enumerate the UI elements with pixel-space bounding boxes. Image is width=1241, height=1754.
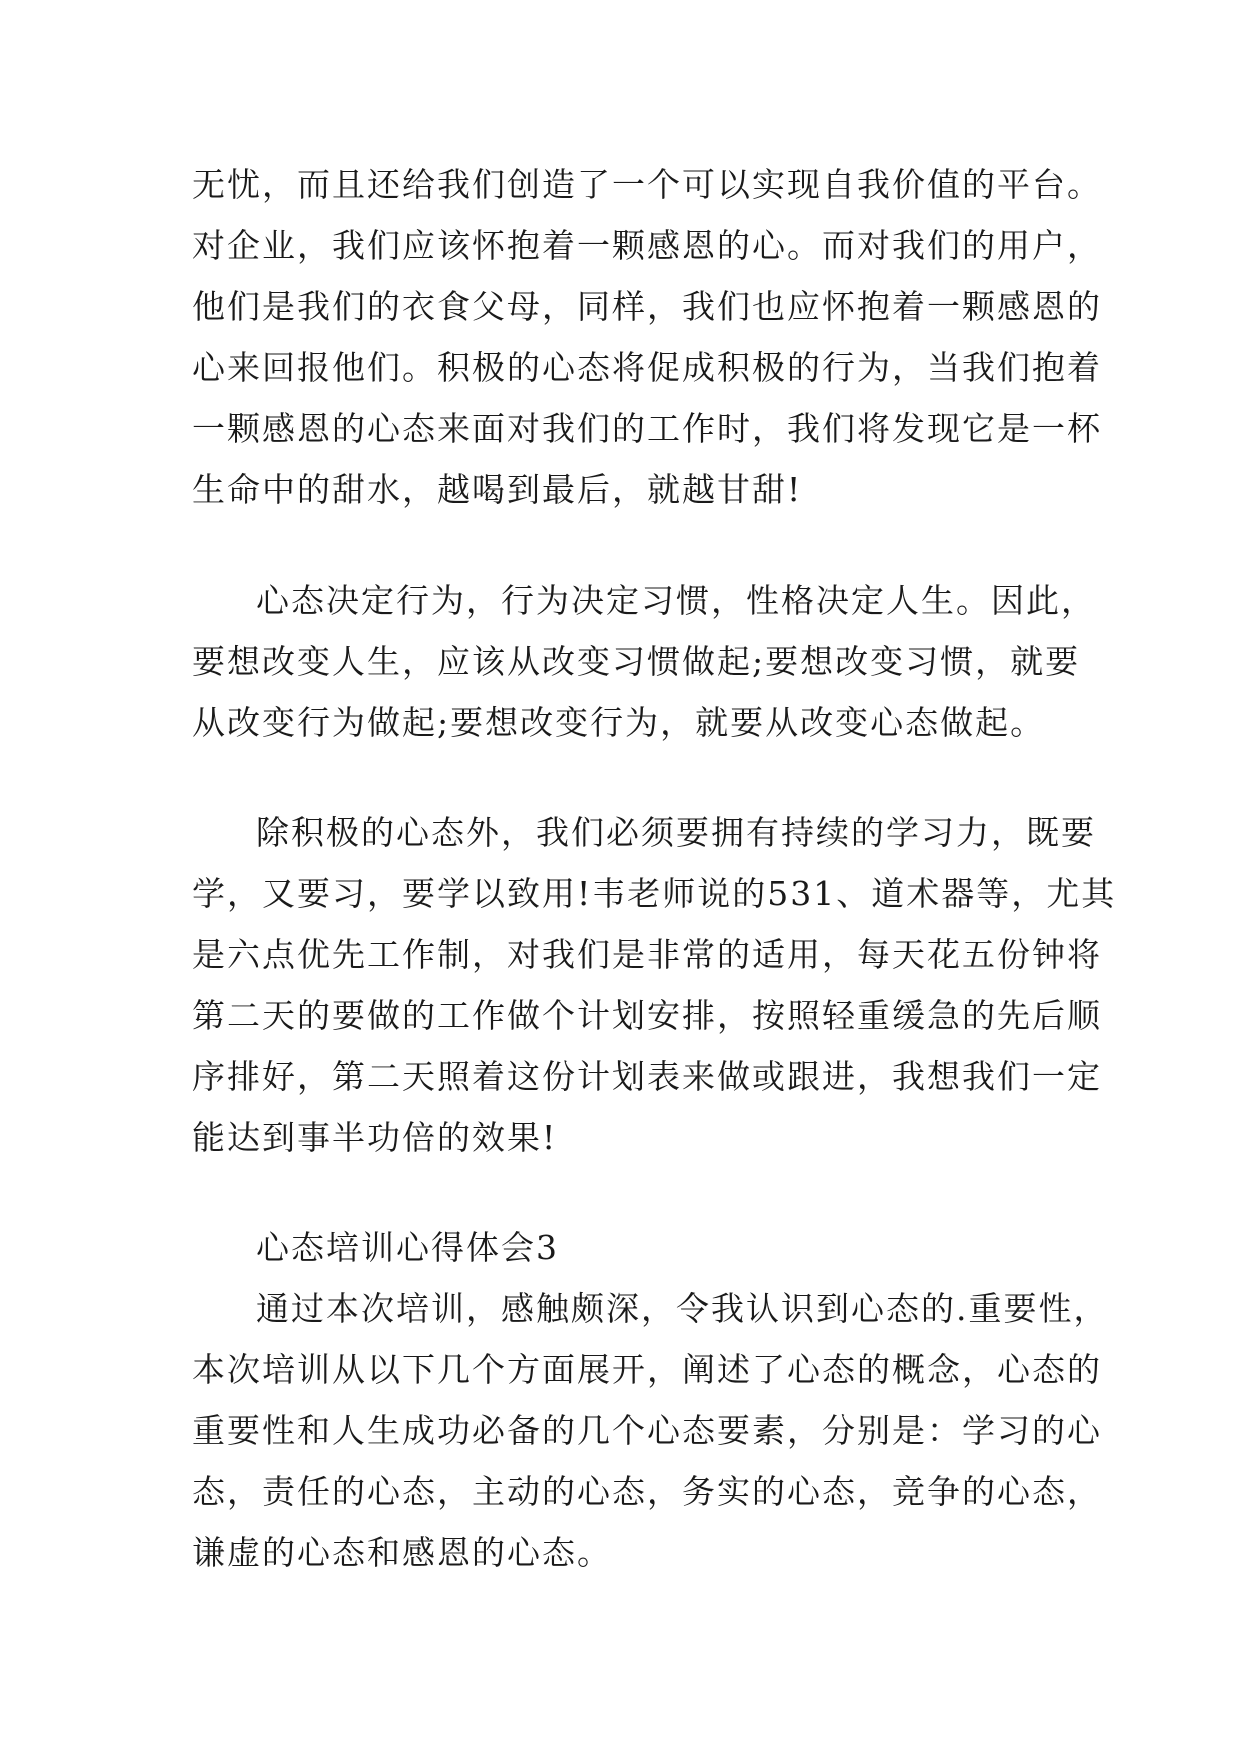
- paragraph-line: 序排好，第二天照着这份计划表来做或跟进，我想我们一定: [192, 1057, 1102, 1096]
- paragraph-line: 从改变行为做起;要想改变行为，就要从改变心态做起。: [192, 703, 1046, 742]
- paragraph-line: 生命中的甜水，越喝到最后，就越甘甜!: [192, 470, 803, 509]
- paragraph-line: 是六点优先工作制，对我们是非常的适用，每天花五份钟将: [192, 935, 1102, 974]
- paragraph-line: 重要性和人生成功必备的几个心态要素，分别是：学习的心: [192, 1411, 1102, 1450]
- paragraph-line: 能达到事半功倍的效果!: [192, 1118, 558, 1157]
- paragraph-line: 学，又要习，要学以致用!韦老师说的531、道术器等，尤其: [192, 874, 1117, 913]
- paragraph-line: 态，责任的心态，主动的心态，务实的心态，竞争的心态，: [192, 1472, 1102, 1511]
- paragraph-line: 心态决定行为，行为决定习惯，性格决定人生。因此，: [256, 581, 1096, 620]
- paragraph-line: 除积极的心态外，我们必须要拥有持续的学习力，既要: [256, 813, 1096, 852]
- paragraph-line: 第二天的要做的工作做个计划安排，按照轻重缓急的先后顺: [192, 996, 1102, 1035]
- paragraph-line: 一颗感恩的心态来面对我们的工作时，我们将发现它是一杯: [192, 409, 1102, 448]
- paragraph-line: 谦虚的心态和感恩的心态。: [192, 1533, 612, 1572]
- paragraph-line: 对企业，我们应该怀抱着一颗感恩的心。而对我们的用户，: [192, 226, 1102, 265]
- paragraph-line: 本次培训从以下几个方面展开，阐述了心态的概念，心态的: [192, 1350, 1102, 1389]
- paragraph-line: 无忧，而且还给我们创造了一个可以实现自我价值的平台。: [192, 165, 1102, 204]
- section-heading: 心态培训心得体会3: [256, 1228, 559, 1267]
- paragraph-line: 要想改变人生，应该从改变习惯做起;要想改变习惯，就要: [192, 642, 1081, 681]
- paragraph-line: 他们是我们的衣食父母，同样，我们也应怀抱着一颗感恩的: [192, 287, 1102, 326]
- paragraph-line: 通过本次培训，感触颇深，令我认识到心态的.重要性，: [256, 1289, 1109, 1328]
- paragraph-line: 心来回报他们。积极的心态将促成积极的行为，当我们抱着: [192, 348, 1102, 387]
